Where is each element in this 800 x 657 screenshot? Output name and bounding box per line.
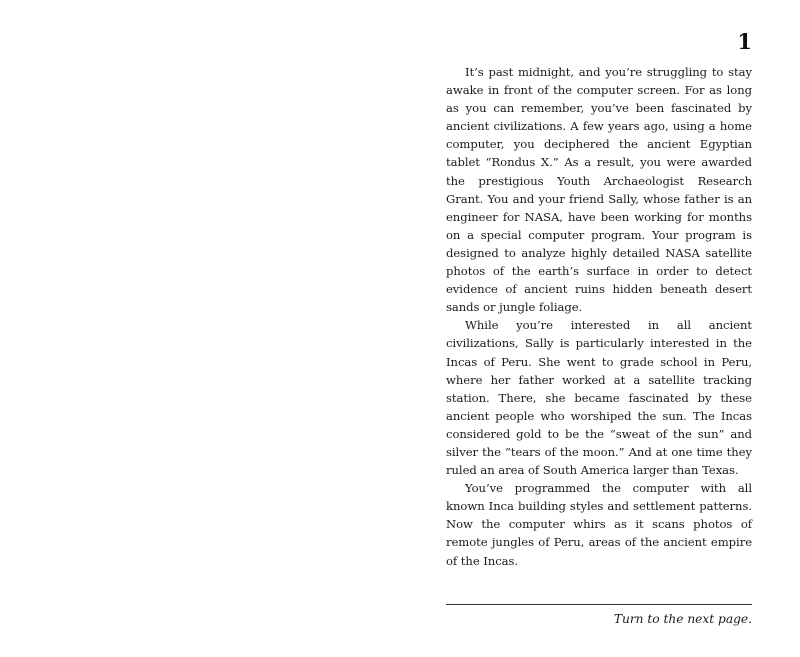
- footer-divider: [446, 604, 752, 605]
- paragraph-2: While you’re interested in all ancient civilizations, Sally is particularly interested in the Incas of Peru. She went to grade school in Peru, where her father worked at a satellite tracking station. There, she became fascinated by these ancient people who worshiped the sun. The Incas considered gold to be the “sweat of the sun” and silver the “tears of the moon.” And at one time they ruled an area of South America larger than Texas.: [446, 318, 752, 478]
- page-number: 1: [737, 29, 752, 54]
- paragraph-1: It’s past midnight, and you’re struggling to stay awake in front of the computer screen. For as long as you can remember, you’ve been fascinated by ancient civilizations. A few years ago, using a home computer, you deciphered the ancient Egyptian tablet “Rondus X.” As a result, you were awarded the prestigious Youth Archaeologist Research Grant. You and your friend Sally, whose father is an engineer for NASA, have been working for months on a special computer program. Your program is designed to analyze highly detailed NASA satellite photos of the earth’s surface in order to detect evidence of ancient ruins hidden beneath desert sands or jungle foliage.: [446, 65, 752, 315]
- turn-page-note: Turn to the next page.: [613, 612, 752, 626]
- story-text: [446, 63, 752, 570]
- paragraph-3: You’ve programmed the computer with all known Inca building styles and settlement patterns. Now the computer whirs as it scans photos of remote jungles of Peru, areas of the ancient empire of the Incas.: [446, 481, 752, 568]
